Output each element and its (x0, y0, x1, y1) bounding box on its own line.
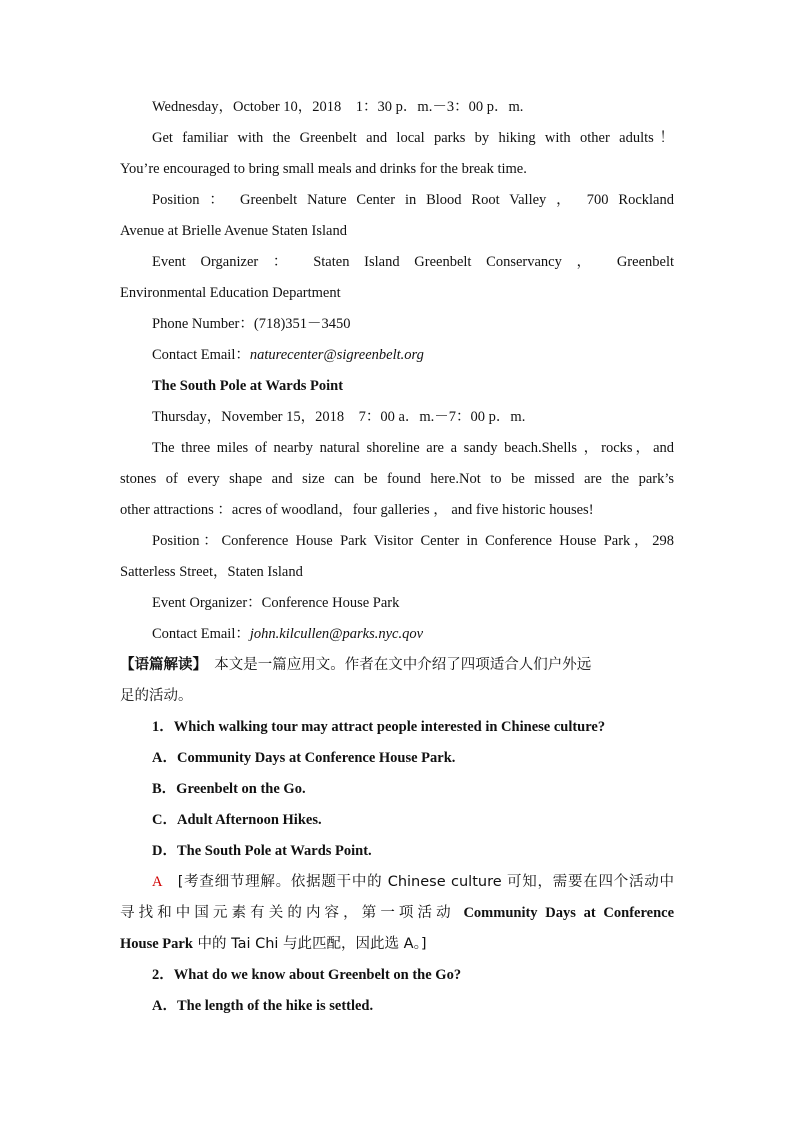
event3-organizer: Event Organizer：Conference House Park (152, 595, 400, 611)
event2-email-label: Contact Email： (152, 347, 250, 363)
q1-option-c: C．Adult Afternoon Hikes. (152, 812, 322, 828)
q2-option-a: A．The length of the hike is settled. (152, 998, 374, 1014)
event3-title: The South Pole at Wards Point (152, 378, 344, 394)
event3-email-link[interactable]: john.kilcullen@parks.nyc.qov (249, 626, 424, 642)
q1-explain-line3 (120, 929, 674, 960)
analysis-text-line1: 本文是一篇应用文。作者在文中介绍了四项适合人们户外远 (199, 657, 592, 673)
event2-desc-line1: Get familiar with the Greenbelt and local parks by hiking with other adults！ (152, 130, 674, 146)
q1-explain-text3b: 中的 Tai Chi 与此匹配，因此选 A。] (192, 936, 427, 952)
event2-position-line2: Avenue at Brielle Avenue Staten Island (120, 223, 347, 239)
event3-position-line1: Position：Conference House Park Visitor Center in Conference House Park，298 (152, 533, 674, 549)
q1-answer: A (152, 874, 162, 890)
event3-desc-line2: stones of every shape and size can be found here.Not to be missed are the park’s (120, 471, 674, 487)
event3-email-label: Contact Email： (152, 626, 250, 642)
event3-email-row (120, 619, 674, 650)
q1-explain-text3a: House Park (120, 936, 193, 952)
q1-explain-text2a: 寻找和中国元素有关的内容，第一项活动 (120, 905, 464, 921)
q1-option-b: B．Greenbelt on the Go. (152, 781, 306, 797)
event2-phone: Phone Number：(718)351－3450 (152, 316, 351, 332)
event2-desc-line2: You’re encouraged to bring small meals and drinks for the break time. (120, 161, 527, 177)
event3-desc-line1: The three miles of nearby natural shoreline are a sandy beach.Shells ，rocks，and (152, 440, 674, 456)
analysis-tag: 【语篇解读】 (120, 657, 200, 673)
event2-email-row (120, 340, 674, 371)
document-page (120, 92, 674, 1022)
q1-option-a: A．Community Days at Conference House Park. (152, 750, 456, 766)
event2-organizer-line1: Event Organizer ： Staten Island Greenbelt Conservancy ， Greenbelt (152, 254, 674, 270)
event3-desc-line3: other attractions ：acres of woodland，four galleries ， and five historic houses! (120, 502, 594, 518)
q1-option-d: D．The South Pole at Wards Point. (152, 843, 372, 859)
analysis-line1 (120, 650, 674, 681)
analysis-text-line2: 足的活动。 (120, 688, 193, 704)
q1-explain-line2 (120, 898, 674, 929)
q1-stem: 1．Which walking tour may attract people interested in Chinese culture? (152, 719, 606, 735)
event2-email-link[interactable]: naturecenter@sigreenbelt.org (249, 347, 424, 363)
q1-explain-line1 (120, 867, 674, 898)
event2-time: Wednesday，October 10，2018 1：30 p．m.－3：00 p．m. (152, 99, 524, 115)
event3-position-line2: Satterless Street，Staten Island (120, 564, 303, 580)
event2-organizer-line2: Environmental Education Department (120, 285, 341, 301)
event2-position-line1: Position ： Greenbelt Nature Center in Blood Root Valley ， 700 Rockland (152, 192, 674, 208)
q1-explain-text1: [考查细节理解。依据题干中的 Chinese culture 可知，需要在四个活动中 (177, 874, 674, 890)
q1-explain-text2b: Community Days at Conference (463, 905, 674, 921)
event3-time: Thursday，November 15，2018 7：00 a．m.－7：00 p．m. (152, 409, 526, 425)
q2-stem: 2．What do we know about Greenbelt on the Go? (152, 967, 462, 983)
